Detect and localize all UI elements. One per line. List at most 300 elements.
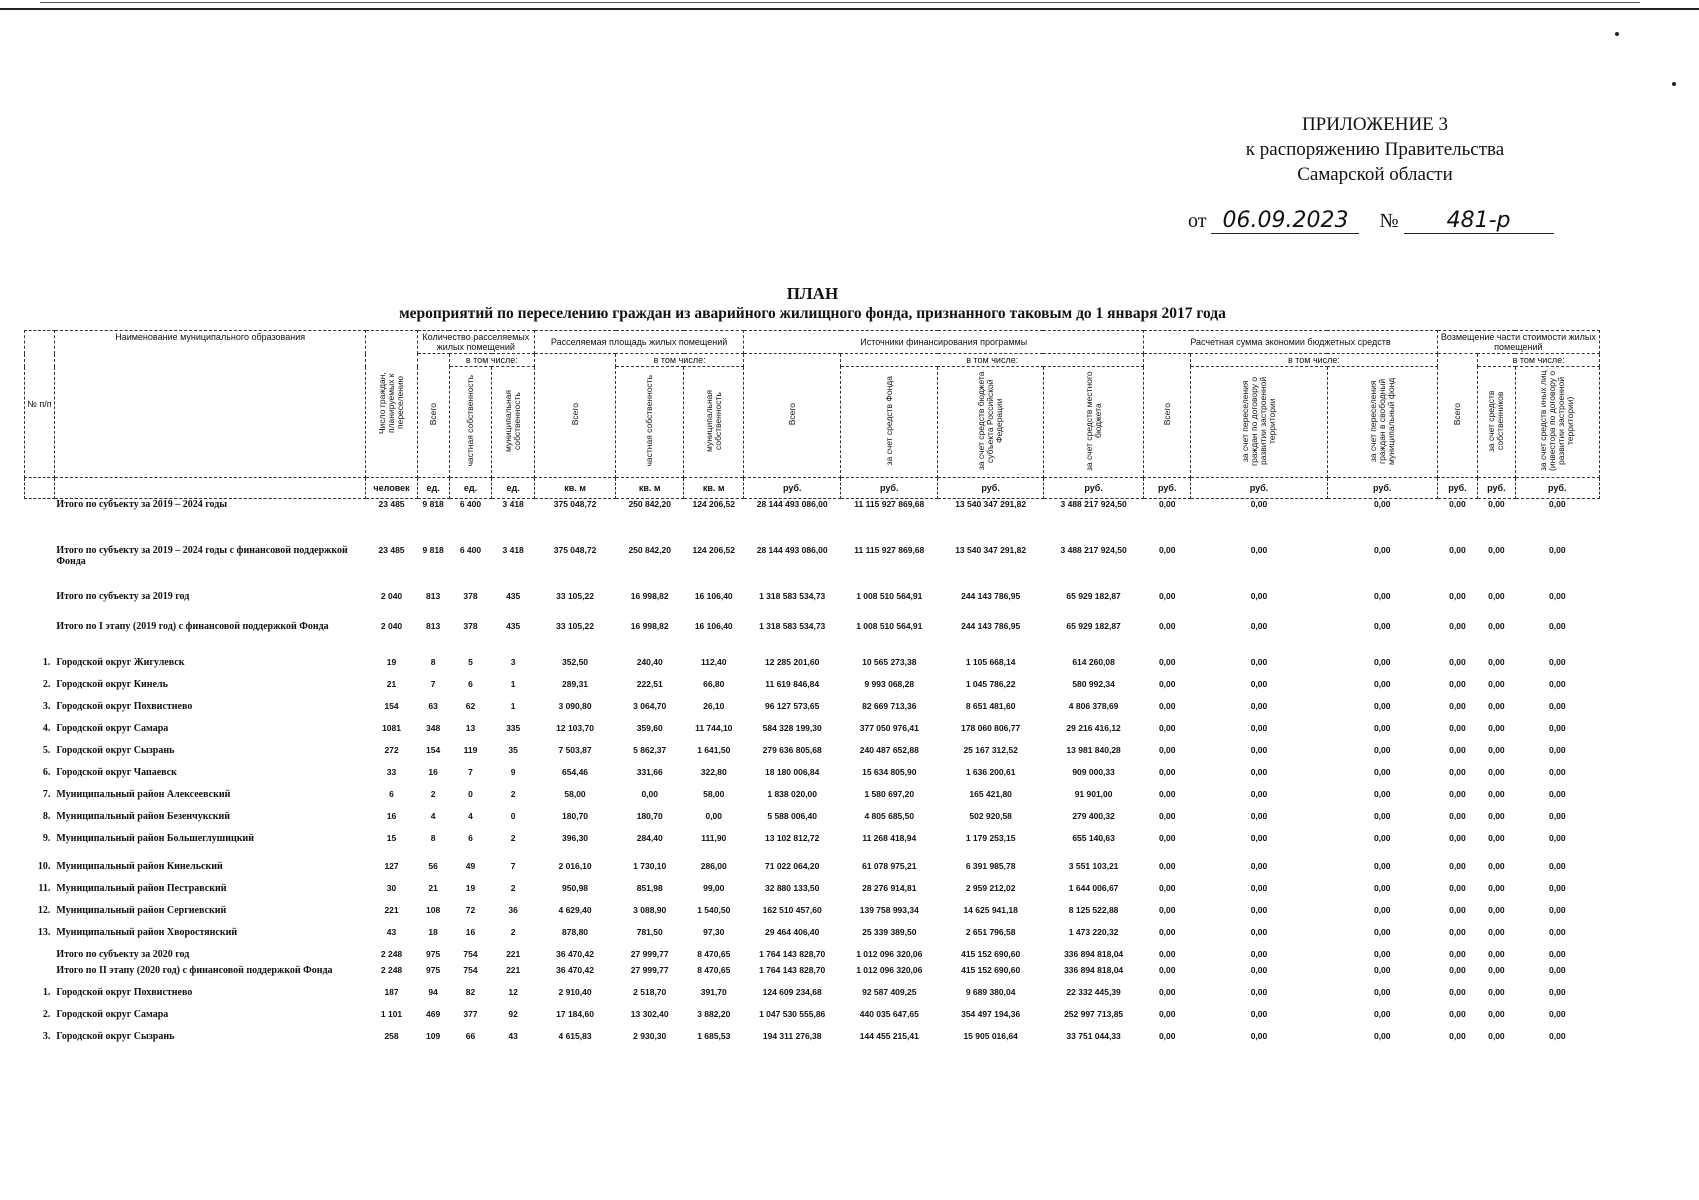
row-name: Муниципальный район Пестравский [56,882,227,894]
cell-value: 240,40 [636,656,663,667]
cell-value: 221 [384,904,399,915]
cell-value: 65 929 182,87 [1066,620,1121,631]
cell-value: 8 651 481,60 [965,700,1016,711]
cell-value: 0,00 [1250,678,1268,689]
cell-value: 0,00 [1549,1008,1566,1019]
cell-value: 0,00 [1449,700,1466,711]
cell-value: 16 106,40 [694,620,733,631]
cell-value: 0,00 [1250,788,1268,799]
cell-value: 279 636 805,68 [762,744,822,755]
cell-value: 0,00 [1373,722,1391,733]
cell-value: 165 421,80 [969,788,1012,799]
cell-value: 194 311 276,38 [762,1030,822,1041]
cell-value: 2 930,30 [633,1030,667,1041]
cell-value: 377 [463,1008,478,1019]
cell-value: 0,00 [1549,620,1566,631]
cell-value: 0,00 [1373,948,1391,959]
comp-total: Всего [1437,354,1478,478]
cell-value: 6 [389,788,394,799]
cell-value: 0,00 [1488,499,1505,509]
row-number: 3. [42,1030,51,1042]
comp-incl: в том числе: [1478,354,1600,367]
cell-value: 0,00 [1373,926,1391,937]
cell-value: 23 485 [378,499,405,509]
row-name: Итого по I этапу (2019 год) с финансовой поддержкой Фонда [56,620,329,632]
cell-value: 7 503,87 [558,744,592,755]
cell-value: 12 103,70 [556,722,594,733]
cell-value: 0,00 [1250,986,1268,997]
cell-value: 119 [463,744,478,755]
unit-cell: ед. [449,478,492,499]
row-name: Городской округ Чапаевск [56,766,177,778]
cell-value: 3 418 [502,544,524,555]
cell-value: 0,00 [1250,544,1268,555]
row-name: Городской округ Жигулевск [56,656,185,668]
row-number [25,965,55,987]
cell-value: 6 391 985,78 [965,860,1016,871]
row-name: Городской округ Самара [56,1008,169,1020]
qty-private: частная собственность [449,367,492,478]
cell-value: 375 048,72 [553,544,597,555]
cell-value: 0,00 [1250,590,1268,601]
cell-value: 33 105,22 [556,620,594,631]
table-row [25,767,1600,789]
cell-value: 0,00 [1549,544,1566,555]
cell-value: 16 106,40 [694,590,733,601]
cell-value: 0,00 [1449,499,1466,509]
top-border-line [0,8,1699,10]
table-row [25,1009,1600,1031]
cell-value: 154 [426,744,441,755]
cell-value: 0,00 [1449,678,1466,689]
cell-value: 19 [386,656,397,667]
cell-value: 909 000,33 [1072,766,1115,777]
row-number: 10. [37,860,51,872]
cell-value: 43 [508,1030,518,1041]
row-number: 13. [37,926,51,938]
cell-value: 22 332 445,39 [1066,986,1121,997]
cell-value: 1081 [382,722,401,733]
cell-value: 0,00 [1449,590,1466,601]
order-number: 481-р [1404,208,1554,234]
cell-value: 0,00 [1449,1030,1466,1041]
row-name: Муниципальный район Кинельский [56,860,223,872]
cell-value: 99,00 [703,882,725,893]
row-name: Городской округ Сызрань [56,1030,175,1042]
col-name: Наименование муниципального образования [54,331,366,478]
col-no: № п/п [25,331,55,478]
cell-value: 0,00 [1250,700,1268,711]
cell-value: 12 285 201,60 [765,656,820,667]
unit-cell: кв. м [616,478,684,499]
cell-value: 0,00 [1449,544,1466,555]
cell-value: 0,00 [1449,620,1466,631]
cell-value: 23 485 [378,544,405,555]
table-row [25,499,1600,545]
cell-value: 4 [430,810,436,821]
fin-total: Всего [744,354,841,478]
cell-value: 1 [510,678,516,689]
scan-speck [1615,32,1619,36]
econ-free-fund: за счет переселения граждан в свободный муниципальный фонд [1327,367,1437,478]
fin-fund: за счет средств Фонда [841,367,938,478]
cell-value: 6 400 [459,544,482,555]
cell-value: 252 997 713,85 [1064,1008,1124,1019]
cell-value: 0,00 [1488,656,1505,667]
cell-value: 375 048,72 [553,499,597,509]
cell-value: 336 894 818,04 [1064,964,1124,975]
cell-value: 21 [428,882,438,893]
cell-value: 1 636 200,61 [965,766,1016,777]
cell-value: 97,30 [703,926,725,937]
cell-value: 244 143 786,95 [961,620,1021,631]
cell-value: 28 276 914,81 [862,882,917,893]
group-area: Расселяемая площадь жилых помещений [535,331,744,354]
cell-value: 0,00 [1449,656,1466,667]
cell-value: 3 090,80 [558,700,592,711]
cell-value: 580 992,34 [1072,678,1115,689]
unit-cell: руб. [1043,478,1143,499]
cell-value: 0,00 [1158,678,1176,689]
cell-value: 2 [430,788,436,799]
order-signature-line [1188,208,1554,234]
cell-value: 0,00 [1488,948,1505,959]
cell-value: 66,80 [703,678,725,689]
cell-value: 435 [506,620,521,631]
cell-value: 0,00 [1449,1008,1466,1019]
row-number: 5. [42,744,51,756]
cell-value: 0,00 [1250,948,1268,959]
cell-value: 781,50 [636,926,663,937]
cell-value: 0,00 [1488,860,1505,871]
unit-cell: руб. [1478,478,1515,499]
cell-value: 0,00 [1488,700,1505,711]
cell-value: 0,00 [1158,744,1176,755]
cell-value: 124 206,52 [692,544,736,555]
cell-value: 0,00 [1449,986,1466,997]
table-row [25,883,1600,905]
group-compensation: Возмещение части стоимости жилых помещений [1437,331,1599,354]
cell-value: 96 127 573,65 [765,700,820,711]
table-row [25,679,1600,701]
cell-value: 1 012 096 320,06 [856,948,923,959]
cell-value: 391,70 [700,986,727,997]
cell-value: 0,00 [1158,620,1176,631]
cell-value: 378 [463,590,478,601]
cell-value: 11 268 418,94 [862,832,917,843]
row-name: Итого по субъекту за 2019 – 2024 годы с финансовой поддержкой Фонда [56,544,348,567]
cell-value: 0,00 [1549,964,1566,975]
cell-value: 19 [465,882,476,893]
cell-value: 3 418 [502,499,524,509]
cell-value: 0,00 [1373,1008,1391,1019]
cell-value: 1 318 583 534,73 [759,620,826,631]
row-name: Муниципальный район Сергиевский [56,904,227,916]
cell-value: 614 260,08 [1072,656,1115,667]
cell-value: 440 035 647,65 [859,1008,919,1019]
cell-value: 127 [384,860,399,871]
cell-value: 654,46 [562,766,589,777]
table-row [25,987,1600,1009]
cell-value: 4 629,40 [558,904,592,915]
row-number [25,545,55,591]
cell-value: 222,51 [636,678,663,689]
cell-value: 33 105,22 [556,590,594,601]
cell-value: 0,00 [1250,882,1268,893]
cell-value: 286,00 [700,860,727,871]
comp-owners: за счет средств собственников [1478,367,1515,478]
cell-value: 0,00 [1488,788,1505,799]
cell-value: 49 [465,860,476,871]
cell-value: 91 901,00 [1074,788,1113,799]
cell-value: 13 [465,722,476,733]
cell-value: 0,00 [1549,810,1566,821]
cell-value: 250 842,20 [628,544,671,555]
cell-value: 8 [430,832,436,843]
unit-cell: ед. [417,478,449,499]
unit-cell: руб. [1191,478,1328,499]
row-number: 4. [42,722,51,734]
cell-value: 1 105 668,14 [965,656,1016,667]
cell-value: 3 064,70 [633,700,667,711]
cell-value: 33 751 044,33 [1066,1030,1121,1041]
table-row [25,545,1600,591]
cell-value: 322,80 [700,766,727,777]
unit-cell: кв. м [535,478,616,499]
cell-value: 11 744,10 [695,722,733,733]
cell-value: 1 047 530 555,86 [759,1008,826,1019]
cell-value: 2 959 212,02 [965,882,1016,893]
cell-value: 0,00 [1373,700,1391,711]
cell-value: 2 248 [380,948,403,959]
cell-value: 2 651 796,58 [965,926,1016,937]
cell-value: 331,66 [636,766,663,777]
cell-value: 2 016,10 [558,860,592,871]
cell-value: 0,00 [1250,744,1268,755]
cell-value: 1 [510,700,516,711]
cell-value: 0,00 [1488,926,1505,937]
cell-value: 0,00 [1488,1030,1505,1041]
cell-value: 14 625 941,18 [963,904,1018,915]
cell-value: 0,00 [1158,882,1176,893]
econ-contract: за счет переселения граждан по договору о развитии застроенной территории [1191,367,1328,478]
row-name: Итого по субъекту за 2019 – 2024 годы [56,499,228,510]
cell-value: 0,00 [641,788,658,799]
cell-value: 0,00 [1158,722,1176,733]
cell-value: 0,00 [1250,810,1268,821]
cell-value: 61 078 975,21 [862,860,917,871]
cell-value: 56 [428,860,438,871]
plan-title: ПЛАН [786,284,839,303]
table-row [25,965,1600,987]
cell-value: 415 152 690,60 [961,964,1021,975]
cell-value: 0,00 [1449,904,1466,915]
cell-value: 0,00 [1488,964,1505,975]
cell-value: 0 [510,810,516,821]
cell-value: 221 [506,948,521,959]
cell-value: 0,00 [1158,832,1176,843]
units-row [25,478,1600,499]
row-number: 11. [38,882,51,894]
cell-value: 0,00 [1449,948,1466,959]
cell-value: 5 [468,656,473,667]
unit-cell: руб. [1327,478,1437,499]
cell-value: 0,00 [1250,620,1268,631]
cell-value: 36 [508,904,518,915]
cell-value: 435 [506,590,521,601]
cell-value: 63 [428,700,438,711]
row-number: 8. [42,810,51,822]
cell-value: 180,70 [562,810,589,821]
top-border-line-thin [40,2,1640,3]
unit-cell: руб. [1437,478,1478,499]
cell-value: 1 012 096 320,06 [856,964,923,975]
scan-speck [1672,82,1676,86]
row-number: 9. [42,832,51,844]
cell-value: 66 [465,1030,476,1041]
cell-value: 17 184,60 [556,1008,594,1019]
cell-value: 0,00 [1250,904,1268,915]
cell-value: 0,00 [1373,832,1391,843]
cell-value: 92 [508,1008,518,1019]
table-row [25,811,1600,833]
cell-value: 1 540,50 [697,904,731,915]
unit-cell: руб. [1144,478,1191,499]
cell-value: 3 088,90 [633,904,667,915]
cell-value: 0,00 [1250,1008,1268,1019]
cell-value: 1 685,53 [697,1030,731,1041]
cell-value: 71 022 064,20 [765,860,820,871]
fin-incl: в том числе: [841,354,1144,367]
cell-value: 1 644 006,67 [1068,882,1119,893]
cell-value: 0,00 [1549,744,1566,755]
cell-value: 0,00 [1373,620,1391,631]
cell-value: 0,00 [1488,882,1505,893]
cell-value: 82 [465,986,476,997]
cell-value: 1 008 510 564,91 [856,620,923,631]
cell-value: 0,00 [1158,948,1176,959]
cell-value: 0,00 [1158,590,1176,601]
cell-value: 0,00 [1549,700,1566,711]
cell-value: 154 [384,700,399,711]
cell-value: 94 [428,986,438,997]
row-number: 3. [42,700,51,712]
cell-value: 0,00 [1449,722,1466,733]
table-body [25,499,1600,1053]
appendix-line2: к распоряжению Правительства [1245,139,1505,160]
cell-value: 813 [426,620,441,631]
cell-value: 9 818 [422,544,444,555]
cell-value: 950,98 [562,882,589,893]
cell-value: 6 400 [459,499,482,509]
resettlement-plan-table [24,330,1600,1053]
cell-value: 0,00 [1373,986,1391,997]
row-name: Итого по II этапу (2020 год) с финансовой поддержкой Фонда [56,964,333,976]
cell-value: 0,00 [1158,1030,1176,1041]
cell-value: 13 981 840,28 [1066,744,1121,755]
cell-value: 2 040 [380,590,403,601]
row-name: Муниципальный район Большеглушицкий [56,832,255,844]
cell-value: 396,30 [562,832,589,843]
cell-value: 5 862,37 [633,744,667,755]
cell-value: 0,00 [1549,678,1566,689]
cell-value: 0,00 [1158,766,1176,777]
cell-value: 29 464 406,40 [765,926,820,937]
cell-value: 2 [510,832,516,843]
row-number [25,949,55,965]
cell-value: 0,00 [1158,860,1176,871]
area-municipal: муниципальная собственность [684,367,744,478]
cell-value: 289,31 [562,678,589,689]
cell-value: 0,00 [705,810,723,821]
cell-value: 1 179 253,15 [965,832,1016,843]
cell-value: 272 [384,744,399,755]
cell-value: 13 540 347 291,82 [955,544,1027,555]
cell-value: 851,98 [636,882,663,893]
cell-value: 0,00 [1488,1008,1505,1019]
cell-value: 0,00 [1373,1030,1391,1041]
cell-value: 4 805 685,50 [864,810,915,821]
table-row [25,621,1600,657]
cell-value: 139 758 993,34 [859,904,919,915]
group-financing: Источники финансирования программы [744,331,1144,354]
cell-value: 0,00 [1373,810,1391,821]
cell-value: 112,40 [700,656,727,667]
cell-value: 180,70 [636,810,663,821]
cell-value: 1 318 583 534,73 [759,590,826,601]
cell-value: 28 144 493 086,00 [756,499,828,509]
cell-value: 16 998,82 [630,590,669,601]
appendix-header [1205,112,1545,187]
cell-value: 352,50 [562,656,589,667]
row-name: Муниципальный район Безенчукский [56,810,231,822]
cell-value: 10 565 273,38 [862,656,917,667]
cell-value: 0,00 [1373,744,1391,755]
cell-value: 15 905 016,64 [963,1030,1018,1041]
cell-value: 3 [510,656,516,667]
unit-blank [54,478,366,499]
cell-value: 9 689 380,04 [965,986,1016,997]
table-row [25,833,1600,861]
cell-value: 279 400,32 [1072,810,1115,821]
cell-value: 58,00 [564,788,586,799]
table-row [25,701,1600,723]
cell-value: 0,00 [1549,656,1566,667]
cell-value: 2 [510,882,516,893]
cell-value: 21 [386,678,397,689]
row-number: 12. [37,904,51,916]
cell-value: 1 045 786,22 [965,678,1016,689]
cell-value: 8 470,65 [697,964,731,975]
cell-value: 1 764 143 828,70 [759,964,826,975]
row-name: Муниципальный район Алексеевский [56,788,231,800]
cell-value: 0,00 [1488,904,1505,915]
cell-value: 0,00 [1158,788,1176,799]
cell-value: 27 999,77 [630,964,669,975]
unit-cell: кв. м [684,478,744,499]
group-quantity: Количество расселяемых жилых помещений [417,331,534,354]
row-name: Городской округ Самара [56,722,169,734]
cell-value: 0,00 [1488,810,1505,821]
cell-value: 0,00 [1449,926,1466,937]
table-row [25,657,1600,679]
cell-value: 13 302,40 [630,1008,669,1019]
cell-value: 975 [426,964,441,975]
table-row [25,1031,1600,1053]
cell-value: 0,00 [1449,832,1466,843]
cell-value: 0,00 [1488,832,1505,843]
cell-value: 30 [386,882,397,893]
